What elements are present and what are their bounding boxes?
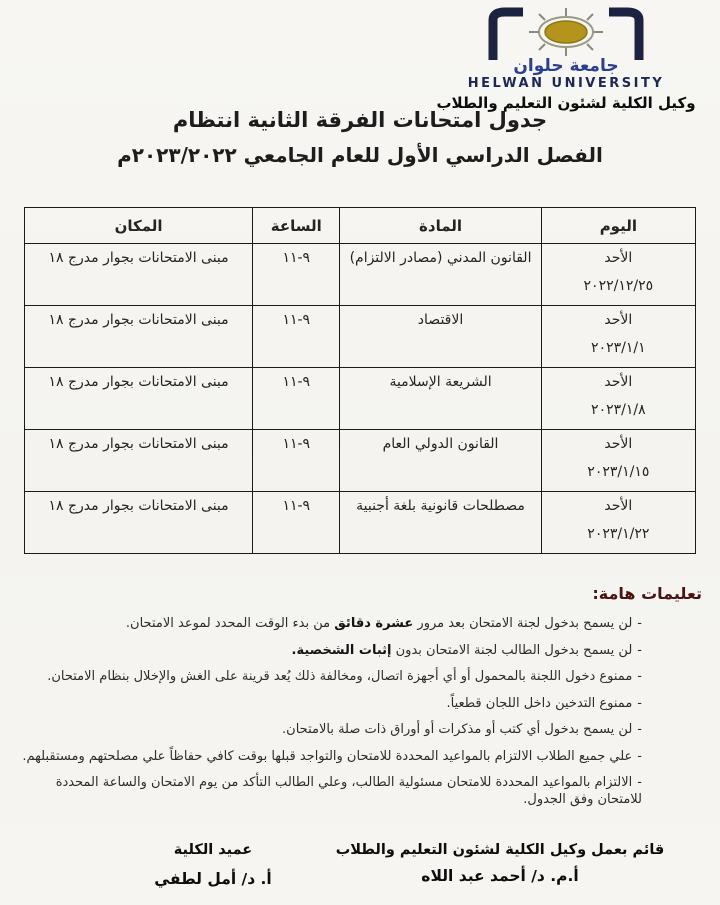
cell-time: ٩-١١ — [253, 430, 340, 492]
title-line-1: جدول امتحانات الفرقة الثانية انتظام — [172, 108, 548, 132]
instruction-item — [18, 642, 642, 659]
bullet-dash: - — [637, 642, 642, 658]
cell-time: ٩-١١ — [253, 492, 340, 554]
instructions-list — [18, 615, 702, 808]
day-date: ٢٠٢٣/١/٨ — [591, 402, 646, 418]
instructions-heading: تعليمات هامة: — [592, 584, 702, 603]
cell-place: مبنى الامتحانات بجوار مدرج ١٨ — [25, 430, 253, 492]
header-day: اليوم — [541, 208, 695, 244]
instruction-text-bold: إثبات الشخصية. — [291, 642, 392, 658]
university-arabic-name: جامعة حلوان — [513, 56, 619, 76]
table-row — [25, 306, 696, 368]
instruction-item — [18, 748, 642, 765]
table-header-row — [25, 208, 696, 244]
signature-vice-dean — [335, 842, 665, 885]
signature-dean — [88, 842, 338, 888]
university-latin-name: HELWAN UNIVERSITY — [467, 76, 665, 91]
header-place: المكان — [25, 208, 253, 244]
instruction-text: ممنوع دخول اللجنة بالمحمول أو أي أجهزة اتصال، ومخالفة ذلك يُعد قرينة على الغش والإخلال بنظام الامتحان. — [47, 669, 633, 684]
instruction-text: من بدء الوقت المحدد لموعد الامتحان. — [125, 616, 335, 631]
signature-title: عميد الكلية — [173, 842, 253, 858]
signature-title: قائم بعمل وكيل الكلية لشئون التعليم والطلاب — [335, 842, 665, 858]
signature-name: أ.م. د/ أحمد عبد اللاه — [421, 867, 579, 885]
cell-place: مبنى الامتحانات بجوار مدرج ١٨ — [25, 306, 253, 368]
office-banner: وكيل الكلية لشئون التعليم والطلاب — [436, 94, 696, 112]
cell-subject: القانون المدني (مصادر الالتزام) — [340, 244, 541, 306]
day-name: الأحد — [604, 498, 633, 514]
title-line-2: الفصل الدراسي الأول للعام الجامعي ٢٠٢٣/٢٠٢٢م — [117, 143, 603, 167]
bullet-dash: - — [637, 695, 642, 711]
bullet-dash: - — [637, 722, 642, 737]
cell-place: مبنى الامتحانات بجوار مدرج ١٨ — [25, 244, 253, 306]
bullet-dash: - — [637, 775, 642, 790]
cell-place: مبنى الامتحانات بجوار مدرج ١٨ — [25, 492, 253, 554]
instruction-text-bold: عشرة دقائق — [334, 616, 414, 631]
signature-name: أ. د/ أمل لطفي — [154, 870, 272, 888]
bullet-dash: - — [637, 616, 642, 631]
table-row — [25, 430, 696, 492]
day-name: الأحد — [604, 312, 633, 328]
day-date: ٢٠٢٢/١٢/٢٥ — [583, 278, 654, 294]
exam-schedule-table — [24, 207, 696, 554]
cell-subject: مصطلحات قانونية بلغة أجنبية — [340, 492, 541, 554]
instructions-section — [18, 584, 702, 818]
instruction-item — [18, 668, 642, 685]
cell-day — [541, 244, 695, 306]
document-title — [0, 103, 720, 173]
bullet-dash: - — [637, 669, 642, 684]
day-name: الأحد — [604, 374, 633, 390]
university-logo — [426, 4, 706, 112]
cell-subject: القانون الدولي العام — [340, 430, 541, 492]
table-row — [25, 492, 696, 554]
instruction-item — [18, 615, 642, 632]
cell-subject: الشريعة الإسلامية — [340, 368, 541, 430]
header-subject: المادة — [340, 208, 541, 244]
day-date: ٢٠٢٣/١/١٥ — [587, 464, 650, 480]
bullet-dash: - — [637, 748, 642, 764]
day-name: الأحد — [604, 436, 633, 452]
day-date: ٢٠٢٣/١/١ — [591, 340, 646, 356]
cell-day — [541, 430, 695, 492]
instruction-item — [18, 774, 642, 808]
instruction-text: الالتزام بالمواعيد المحددة للامتحان مسئولية الطالب، وعلي الطالب التأكد من يوم الامتحان والساعة المحددة للامتحان وفق الجدول. — [55, 775, 642, 807]
header-time: الساعة — [253, 208, 340, 244]
cell-day — [541, 492, 695, 554]
day-name: الأحد — [604, 250, 633, 266]
instruction-text: علي جميع الطلاب الالتزام بالمواعيد المحددة للامتحان والتواجد قبلها بوقت كافي حفاظاً علي مصلحتهم ومستقبلهم. — [22, 748, 633, 764]
table-row — [25, 244, 696, 306]
cell-place: مبنى الامتحانات بجوار مدرج ١٨ — [25, 368, 253, 430]
cell-time: ٩-١١ — [253, 244, 340, 306]
instruction-text: لن يسمح بدخول أي كتب أو مذكرات أو أوراق ذات صلة بالامتحان. — [282, 722, 633, 737]
instruction-text: لن يسمح بدخول الطالب لجنة الامتحان بدون — [391, 642, 633, 658]
instruction-text: لن يسمح بدخول لجنة الامتحان بعد مرور — [413, 616, 633, 631]
cell-day — [541, 368, 695, 430]
cell-subject: الاقتصاد — [340, 306, 541, 368]
cell-time: ٩-١١ — [253, 306, 340, 368]
day-date: ٢٠٢٣/١/٢٢ — [587, 526, 650, 542]
cell-day — [541, 306, 695, 368]
cell-time: ٩-١١ — [253, 368, 340, 430]
instruction-text: ممنوع التدخين داخل اللجان قطعياً. — [446, 695, 633, 711]
instruction-item — [18, 695, 642, 712]
instruction-item — [18, 721, 642, 738]
university-gate-sun-emblem-icon — [471, 4, 661, 62]
table-row — [25, 368, 696, 430]
